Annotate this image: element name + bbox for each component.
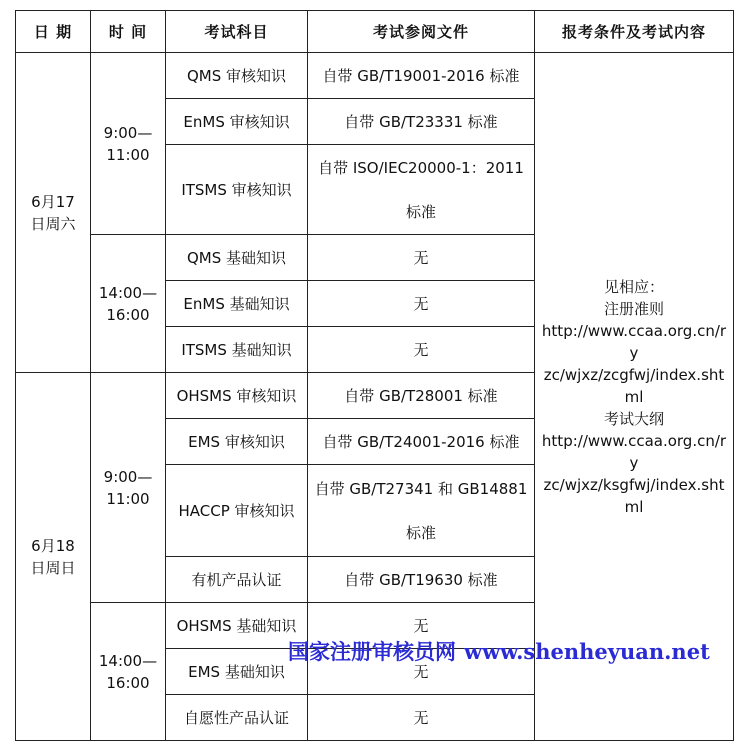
subject-cell: EnMS 审核知识 [166,99,308,145]
doc-line: 标准 [405,523,436,542]
site-watermark [288,636,710,666]
table-row [16,53,734,99]
doc-cell: 自带 GB/T19630 标准 [308,557,535,603]
time-start: 14:00— [98,283,158,302]
subject-cell: 有机产品认证 [166,557,308,603]
conditions-link[interactable]: ml [624,387,644,406]
doc-cell: 自带 GB/T19001-2016 标准 [308,53,535,99]
exam-schedule-table [15,10,734,741]
watermark-url[interactable]: www.shenheyuan.net [464,639,710,664]
time-cell [91,53,166,235]
time-cell [91,373,166,603]
doc-cell [308,145,535,235]
time-end: 16:00 [106,673,150,692]
time-end: 11:00 [106,145,150,164]
conditions-link[interactable]: http://www.ccaa.org.cn/ry [541,321,727,362]
header-subject: 考试科目 [166,11,308,53]
date-line: 6月17 [31,192,75,211]
time-start: 9:00— [103,123,153,142]
subject-cell: OHSMS 审核知识 [166,373,308,419]
doc-cell: 无 [308,649,535,695]
date-cell [16,373,91,741]
time-cell [91,603,166,741]
doc-cell: 自带 GB/T23331 标准 [308,99,535,145]
doc-cell: 自带 GB/T28001 标准 [308,373,535,419]
date-line: 日周六 [30,214,76,233]
subject-cell: HACCP 审核知识 [166,465,308,557]
time-end: 16:00 [106,305,150,324]
subject-cell: 自愿性产品认证 [166,695,308,741]
date-line: 日周日 [30,558,76,577]
conditions-line: 考试大纲 [603,409,664,428]
doc-cell: 无 [308,281,535,327]
subject-cell: QMS 基础知识 [166,235,308,281]
doc-cell: 无 [308,695,535,741]
doc-cell [308,465,535,557]
header-date: 日 期 [16,11,91,53]
conditions-line: 注册准则 [603,299,664,318]
subject-cell: EnMS 基础知识 [166,281,308,327]
doc-line: 标准 [405,202,436,221]
header-conditions: 报考条件及考试内容 [535,11,734,53]
conditions-link[interactable]: zc/wjxz/ksgfwj/index.sht [543,475,725,494]
conditions-link[interactable]: zc/wjxz/zcgfwj/index.sht [543,365,725,384]
subject-cell: EMS 基础知识 [166,649,308,695]
subject-cell: ITSMS 基础知识 [166,327,308,373]
time-end: 11:00 [106,489,150,508]
doc-line: 自带 ISO/IEC20000-1：2011 [318,158,524,177]
doc-cell: 自带 GB/T24001-2016 标准 [308,419,535,465]
conditions-link[interactable]: ml [624,497,644,516]
header-docs: 考试参阅文件 [308,11,535,53]
header-row [16,11,734,53]
header-time: 时 间 [91,11,166,53]
time-start: 14:00— [98,651,158,670]
doc-cell: 无 [308,235,535,281]
subject-cell: QMS 审核知识 [166,53,308,99]
time-cell [91,235,166,373]
doc-cell: 无 [308,327,535,373]
doc-line: 自带 GB/T27341 和 GB14881 [314,479,528,498]
date-line: 6月18 [31,536,75,555]
date-cell [16,53,91,373]
conditions-line: 见相应： [603,277,664,296]
subject-cell: OHSMS 基础知识 [166,603,308,649]
subject-cell: ITSMS 审核知识 [166,145,308,235]
conditions-link[interactable]: http://www.ccaa.org.cn/ry [541,431,727,472]
doc-cell: 无 [308,603,535,649]
time-start: 9:00— [103,467,153,486]
watermark-site-name: 国家注册审核员网 [288,639,456,664]
subject-cell: EMS 审核知识 [166,419,308,465]
